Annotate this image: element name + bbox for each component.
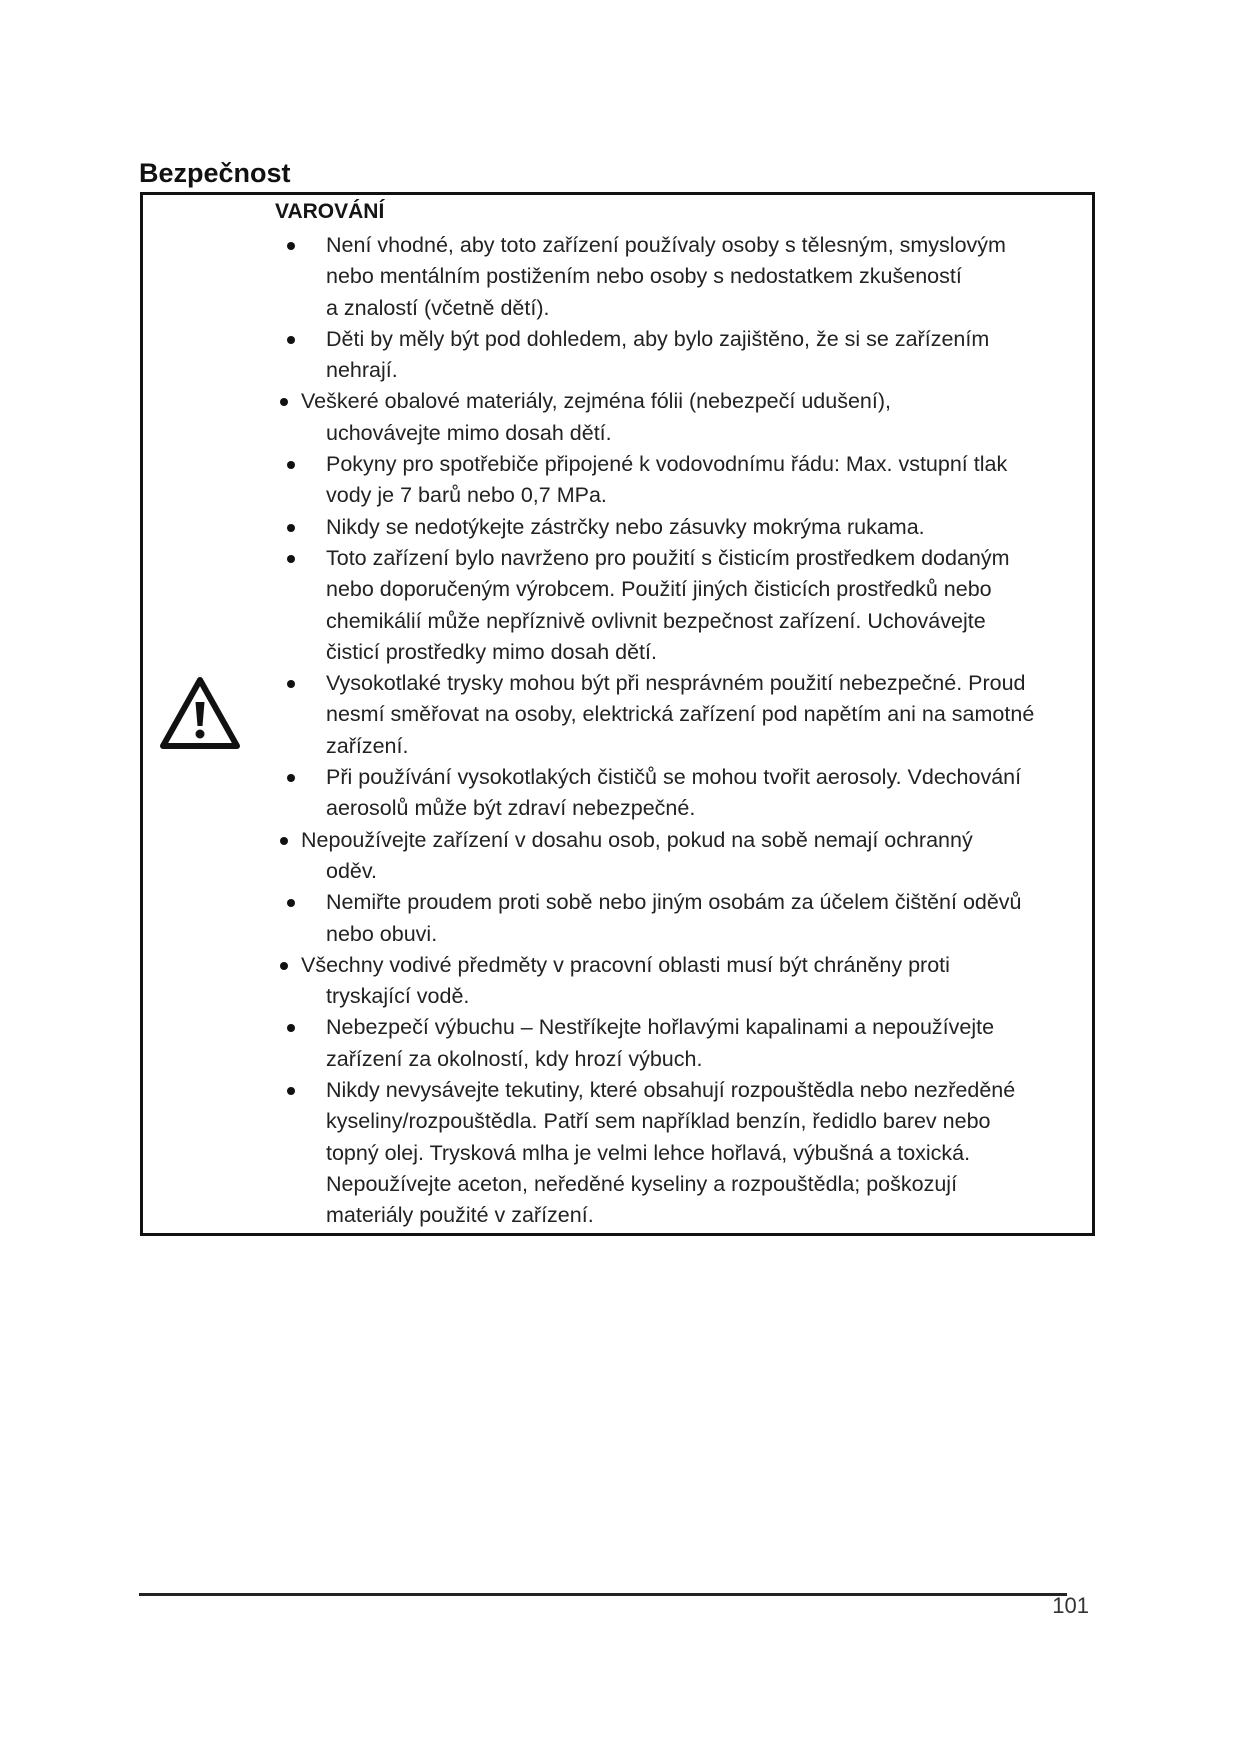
list-item: Nebezpečí výbuchu – Nestříkejte hořlavými kapalinami a nepoužívejte zařízení za okolností, kdy hrozí výbuch. <box>0 1012 1241 1075</box>
list-item: Veškeré obalové materiály, zejména fólii (nebezpečí udušení), uchovávejte mimo dosah dětí. <box>0 386 1241 449</box>
section-title: Bezpečnost <box>139 158 291 188</box>
warning-heading: VAROVÁNÍ <box>275 200 385 223</box>
list-item: Toto zařízení bylo navrženo pro použití s čisticím prostředkem dodaným nebo doporučeným výrobcem. Použití jiných čisticích prostředků nebo chemikálií může nepříznivě ovlivnit bezpečnost zařízení. Uchovávejte čisticí prostředky mimo dosah dětí. <box>0 543 1241 668</box>
list-item: Nemiřte proudem proti sobě nebo jiným osobám za účelem čištění oděvů nebo obuvi. <box>0 887 1241 950</box>
list-item: Všechny vodivé předměty v pracovní oblasti musí být chráněny proti tryskající vodě. <box>0 950 1241 1013</box>
list-item: Při používání vysokotlakých čističů se mohou tvořit aerosoly. Vdechování aerosolů může být zdraví nebezpečné. <box>0 762 1241 825</box>
list-item: Pokyny pro spotřebiče připojené k vodovodnímu řádu: Max. vstupní tlak vody je 7 barů nebo 0,7 MPa. <box>0 449 1241 512</box>
page-number: 101 <box>1052 1593 1089 1618</box>
list-item: Děti by měly být pod dohledem, aby bylo zajištěno, že si se zařízením nehrají. <box>0 324 1241 387</box>
list-item: Vysokotlaké trysky mohou být při nesprávném použití nebezpečné. Proud nesmí směřovat na osoby, elektrická zařízení pod napětím ani na samotné zařízení. <box>0 668 1241 762</box>
warning-list <box>0 230 1241 1232</box>
footer-divider <box>139 1593 1067 1596</box>
list-item: Nepoužívejte zařízení v dosahu osob, pokud na sobě nemají ochranný oděv. <box>0 825 1241 888</box>
list-item: Nikdy se nedotýkejte zástrčky nebo zásuvky mokrýma rukama. <box>0 512 1241 543</box>
list-item: Není vhodné, aby toto zařízení používaly osoby s tělesným, smyslovým nebo mentálním postižením nebo osoby s nedostatkem zkušeností a znalostí (včetně dětí). <box>0 230 1241 324</box>
list-item: Nikdy nevysávejte tekutiny, které obsahují rozpouštědla nebo nezředěné kyseliny/rozpouštědla. Patří sem například benzín, ředidlo barev nebo topný olej. Trysková mlha je velmi lehce hořlavá, výbušná a toxická. Nepoužívejte aceton, neředěné kyseliny a rozpouštědla; poškozují materiály použité v zařízení. <box>0 1075 1241 1231</box>
